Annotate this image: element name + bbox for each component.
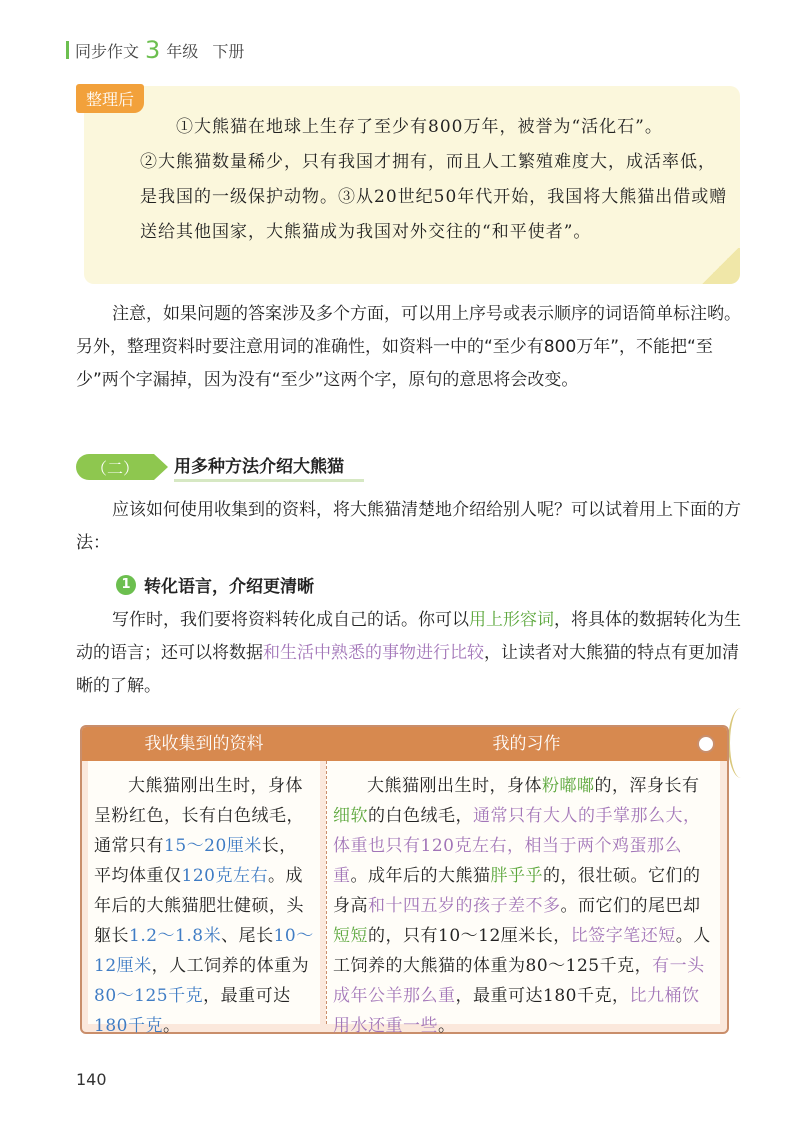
- section-number: （二）: [76, 454, 154, 480]
- method-heading: [116, 572, 314, 597]
- method-text-b: ，将具体的数据转化为生动的语言；还可以将数据: [76, 610, 741, 663]
- note-line-1: ①大熊猫在地球上生存了至少有800万年，被誉为“活化石”。: [176, 117, 663, 137]
- volume-label: 下册: [212, 41, 245, 61]
- method-number-badge: 1: [116, 575, 136, 595]
- section-title: 用多种方法介绍大熊猫: [174, 452, 364, 482]
- intro-text: 应该如何使用收集到的资料，将大熊猫清楚地介绍给别人呢？可以试着用上下面的方法：: [76, 500, 741, 553]
- method-title: 转化语言，介绍更清晰: [144, 577, 314, 597]
- collected-data-text: 大熊猫刚出生时，身体呈粉红色，长有白色绒毛，通常只有15～20厘米长，平均体重仅120克左右。成年后的大熊猫肥壮健硕，头躯长1.2～1.8米、尾长10～12厘米，人工饲养的体重为80～125千克，最重可达180千克。: [94, 776, 314, 1036]
- page-curl-decoration: [700, 248, 740, 284]
- method-text-a: 写作时，我们要将资料转化成自己的话。你可以: [112, 610, 469, 630]
- highlight-adjectives: 用上形容词: [469, 610, 554, 630]
- note-label: 整理后: [76, 84, 144, 113]
- method-text-c: ，让读者对大熊猫的特点有更加清晰的了解。: [76, 643, 739, 696]
- method-paragraph: [76, 604, 746, 703]
- grade-number: 3: [145, 36, 161, 64]
- comparison-table: [80, 725, 729, 1034]
- header-my-writing: 我的习作: [492, 734, 561, 754]
- note-text: [140, 110, 732, 250]
- my-writing-text: 大熊猫刚出生时，身体粉嘟嘟的，浑身长有细软的白色绒毛，通常只有大人的手掌那么大，体重也只有120克左右，相当于两个鸡蛋那么重。成年后的大熊猫胖乎乎的，很壮硕。它们的身高和十四五岁的孩子差不多。而它们的尾巴却短短的，只有10～12厘米长，比签字笔还短。人工饲养的大熊猫的体重为80～125千克，有一头成年公羊那么重，最重可达180千克，比九桶饮用水还重一些。: [333, 776, 711, 1036]
- section-heading: [76, 452, 386, 482]
- intro-paragraph: [76, 494, 746, 560]
- attention-text: 注意，如果问题的答案涉及多个方面，可以用上序号或表示顺序的词语简单标注哟。另外，整理资料时要注意用词的准确性，如资料一中的“至少有800万年”，不能把“至少”两个字漏掉，因为没有“至少”这两个字，原句的意思将会改变。: [76, 304, 741, 390]
- clip-ring-icon: [697, 735, 715, 753]
- running-header: [66, 38, 244, 62]
- book-title: 同步作文: [75, 41, 140, 61]
- highlight-comparison: 和生活中熟悉的事物进行比较: [263, 643, 484, 663]
- attention-paragraph: [76, 298, 746, 397]
- page-number: 140: [76, 1070, 107, 1089]
- note-line-2: ②大熊猫数量稀少，只有我国才拥有，而且人工繁殖难度大，成活率低，是我国的一级保护动物。③从20世纪50年代开始，我国将大熊猫出借或赠送给其他国家，大熊猫成为我国对外交往的“和平使者”。: [140, 152, 728, 242]
- collected-data-cell: [88, 761, 320, 1036]
- header-collected-data: 我收集到的资料: [144, 734, 264, 754]
- grade-word: 年级: [166, 41, 199, 61]
- ribbon-decoration: [728, 708, 754, 778]
- table-header-row: [82, 727, 727, 761]
- header-bar: [66, 41, 69, 59]
- my-writing-cell: [326, 761, 720, 1036]
